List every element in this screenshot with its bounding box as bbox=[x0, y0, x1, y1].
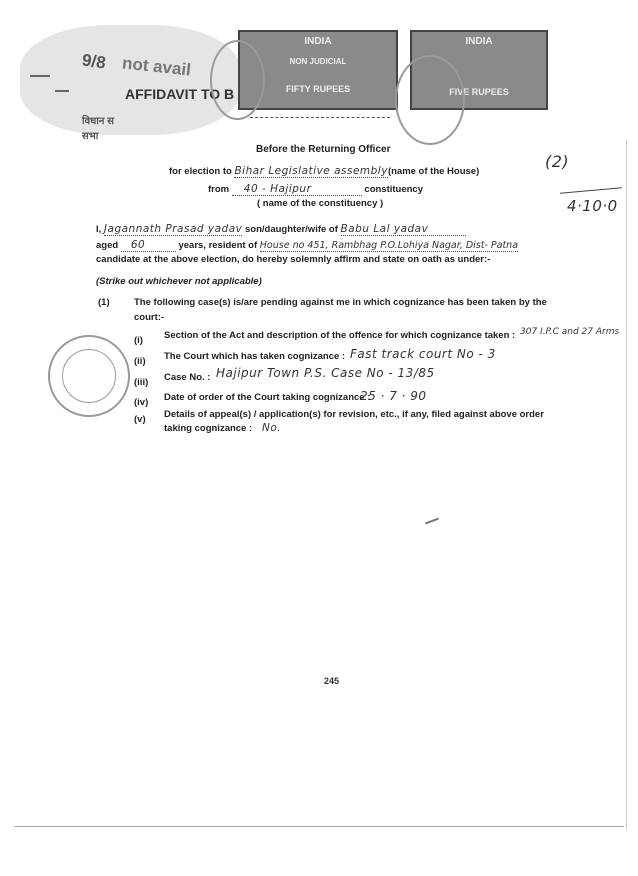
stamp-country: INDIA bbox=[304, 36, 332, 47]
subitem-number: (iii) bbox=[134, 377, 149, 388]
subitem bbox=[134, 366, 435, 390]
stamp-non-judicial: NON JUDICIAL bbox=[289, 57, 347, 66]
subitem bbox=[134, 389, 427, 410]
affidavit-title: AFFIDAVIT TO B bbox=[125, 86, 235, 102]
dashed-rule bbox=[250, 117, 390, 118]
subitem bbox=[134, 409, 544, 434]
from-prefix: from bbox=[208, 184, 230, 195]
house-name-value: Bihar Legislative assembly bbox=[234, 165, 388, 177]
subitem-label: Case No. : bbox=[164, 372, 211, 383]
election-suffix: (name of the House) bbox=[387, 166, 480, 177]
subitem-number: (iv) bbox=[134, 397, 149, 408]
blurred-header-text: not avail bbox=[121, 53, 192, 80]
blurred-header-number: 9/8 bbox=[80, 50, 107, 73]
stamp-country: INDIA bbox=[465, 36, 493, 47]
constituency-line bbox=[208, 183, 423, 196]
stamp-value: FIFTY RUPEES bbox=[285, 84, 351, 94]
hindi-header-line-2: सभा bbox=[82, 131, 99, 142]
deponent-prefix: I, bbox=[96, 224, 102, 235]
item-1-text: The following case(s) is/are pending against me in which cognizance has been taken by the bbox=[134, 297, 547, 308]
house-name-field bbox=[234, 165, 387, 178]
margin-note-number: (2) bbox=[545, 152, 570, 171]
scan-smudge bbox=[20, 25, 240, 135]
deponent-line-3: candidate at the above election, do hereby solemnly affirm and state on oath as under:- bbox=[96, 254, 491, 265]
page-number: 245 bbox=[324, 676, 340, 686]
notary-seal-inner bbox=[62, 349, 116, 403]
hindi-header-line-1: विधान स bbox=[82, 116, 114, 127]
election-prefix: for election to bbox=[169, 166, 232, 177]
address-value: House no 451, Rambhag P.O.Lohiya Nagar, Dist- Patna bbox=[259, 240, 519, 251]
subitem-label: The Court which has taken cognizance : bbox=[164, 351, 346, 362]
stamp-value: FIVE RUPEES bbox=[449, 87, 509, 97]
aged-label: aged bbox=[96, 240, 119, 251]
pen-mark bbox=[425, 518, 439, 525]
deponent-name-value: Jagannath Prasad yadav bbox=[103, 223, 243, 235]
election-line bbox=[169, 165, 479, 178]
page-bottom-rule bbox=[14, 826, 624, 827]
parent-name-field bbox=[341, 223, 466, 236]
subitem bbox=[134, 327, 620, 348]
constituency-value: 40 - Hajipur bbox=[243, 183, 312, 195]
subitem-number: (ii) bbox=[134, 356, 146, 367]
subitem bbox=[134, 347, 496, 369]
subitem-label: Details of appeal(s) / application(s) for revision, etc., if any, filed against above order bbox=[164, 409, 544, 420]
constituency-field bbox=[232, 183, 362, 196]
age-field bbox=[121, 239, 176, 252]
subitem-value: No. bbox=[262, 422, 282, 434]
page-heading: Before the Returning Officer bbox=[256, 144, 391, 155]
subitem-value: Fast track court No - 3 bbox=[350, 347, 496, 361]
from-suffix: constituency bbox=[364, 184, 424, 195]
subitem-number: (i) bbox=[134, 335, 143, 346]
subitem-value: 25 · 7 · 90 bbox=[360, 389, 427, 403]
margin-mark bbox=[30, 75, 50, 77]
margin-mark bbox=[55, 90, 69, 92]
constituency-note: ( name of the constituency ) bbox=[257, 198, 384, 209]
subitem-label: Date of order of the Court taking cognizance : bbox=[164, 392, 371, 403]
strike-note: (Strike out whichever not applicable) bbox=[96, 276, 262, 287]
deponent-line-2 bbox=[96, 239, 518, 252]
margin-note-underline bbox=[560, 187, 622, 193]
age-value: 60 bbox=[130, 239, 146, 251]
stamp-cancellation-seal bbox=[395, 55, 465, 145]
margin-note-date: 4·10·0 bbox=[567, 197, 618, 215]
subitem-value: Hajipur Town P.S. Case No - 13/85 bbox=[216, 366, 435, 380]
deponent-name-field bbox=[104, 223, 242, 236]
subitem-label-cont: taking cognizance : bbox=[164, 423, 253, 434]
item-1-number: (1) bbox=[98, 297, 110, 308]
stamp-cancellation-seal bbox=[210, 40, 265, 120]
subitem-number: (v) bbox=[134, 414, 146, 425]
relation-label: son/daughter/wife of bbox=[245, 224, 338, 235]
address-field bbox=[260, 240, 518, 252]
page-right-rule bbox=[626, 140, 627, 830]
deponent-line-1 bbox=[96, 223, 466, 236]
years-resident-label: years, resident of bbox=[178, 240, 258, 251]
subitem-label: Section of the Act and description of the offence for which cognizance taken : bbox=[164, 330, 516, 341]
item-1-text-cont: court:- bbox=[134, 312, 165, 323]
subitem-value: 307 I.P.C and 27 Arms bbox=[520, 327, 620, 337]
parent-name-value: Babu Lal yadav bbox=[340, 223, 429, 235]
